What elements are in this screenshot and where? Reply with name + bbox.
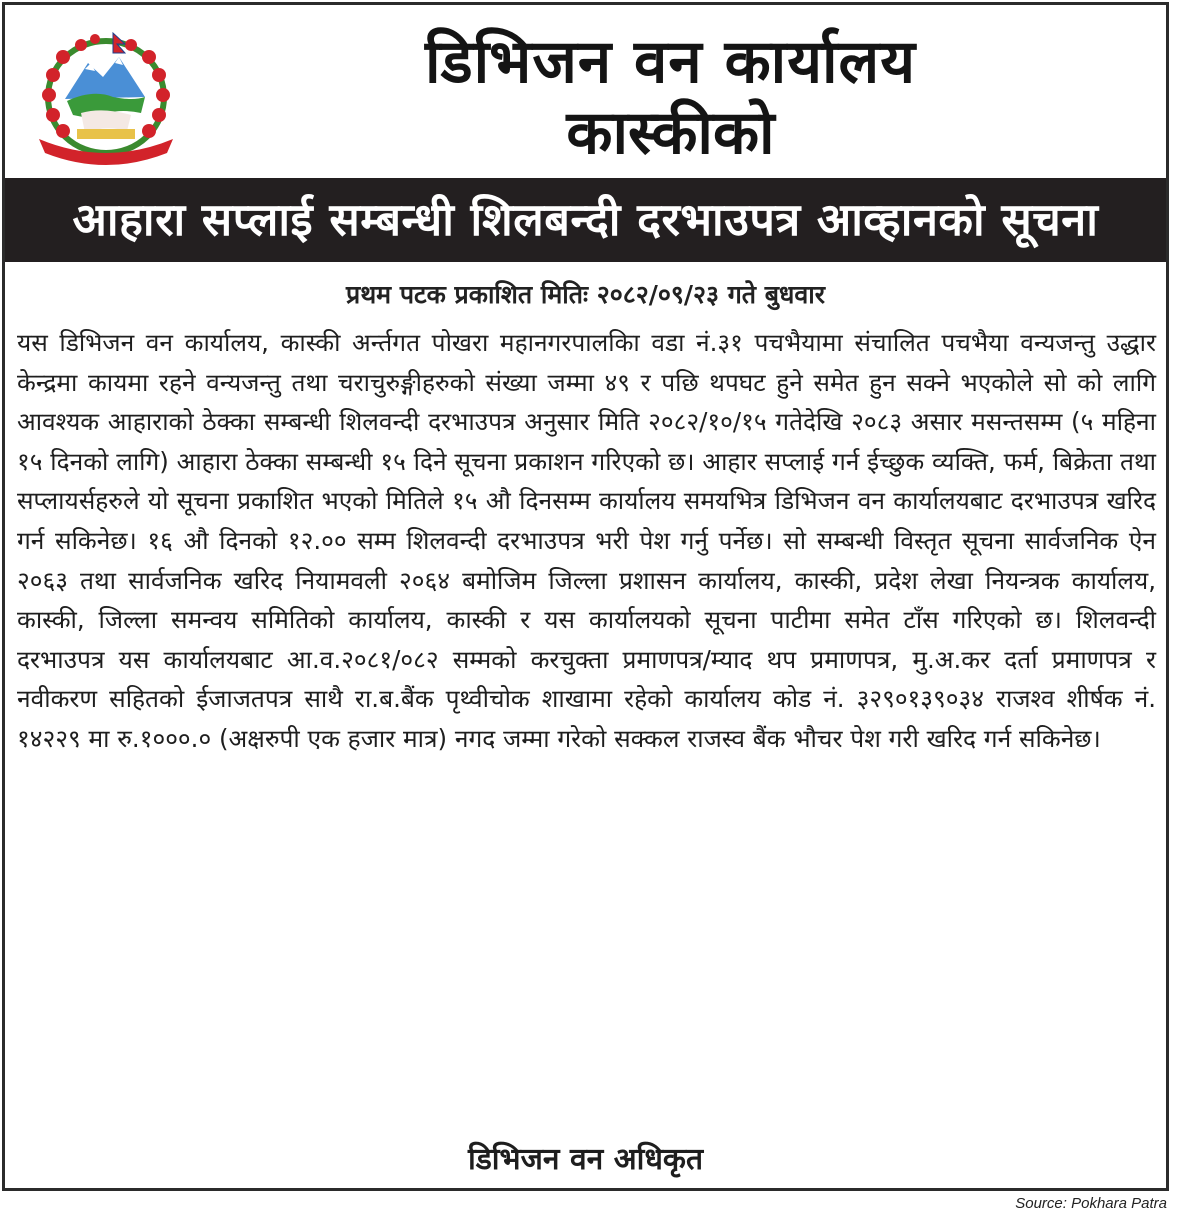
notice-header bbox=[5, 5, 1166, 178]
publication-date: प्रथम पटक प्रकाशित मितिः २०८२/०९/२३ गते बुधवार bbox=[345, 280, 826, 309]
office-district: कास्कीको bbox=[566, 98, 775, 168]
notice-paragraph: यस डिभिजन वन कार्यालय, कास्की अर्न्तगत पोखरा महानगरपालकिा वडा नं.३१ पचभैयामा संचालित पचभैया वन्यजन्तु उद्धार केन्द्रमा कायमा रहने वन्यजन्तु तथा चराचुरुङ्गीहरुको संख्या जम्मा ४९ र पछि थपघट हुने समेत हुन सक्ने भएकोले सो को लागि आवश्यक आहाराको ठेक्का सम्बन्धी शिलवन्दी दरभाउपत्र अनुसार मिति २०८२/१०/१५ गतेदेखि २०८३ असार मसन्तसम्म (५ महिना १५ दिनको लागि) आहारा ठेक्का सम्बन्धी १५ दिने सूचना प्रकाशन गरिएको छ। आहार सप्लाई गर्न ईच्छुक व्यक्ति, फर्म, बिक्रेता तथा सप्लायर्सहरुले यो सूचना प्रकाशित भएको मितिले १५ औ दिनसम्म कार्यालय समयभित्र डिभिजन वन कार्यालयबाट दरभाउपत्र खरिद गर्न सकिनेछ। १६ औ दिनको १२.०० सम्म शिलवन्दी दरभाउपत्र भरी पेश गर्नु पर्नेछ। सो सम्बन्धी विस्तृत सूचना सार्वजनिक ऐन २०६३ तथा सार्वजनिक खरिद नियामवली २०६४ बमोजिम जिल्ला प्रशासन कार्यालय, कास्की, प्रदेश लेखा नियन्त्रक कार्यालय, कास्की, जिल्ला समन्वय समितिको कार्यालय, कास्की र यस कार्यालयको सूचना पाटीमा समेत टाँस गरिएको छ। शिलवन्दी दरभाउपत्र यस कार्यालयबाट आ.व.२०८१/०८२ सम्मको करचुक्ता प्रमाणपत्र/म्याद थप प्रमाणपत्र, मु.अ.कर दर्ता प्रमाणपत्र र नवीकरण सहितको ईजाजतपत्र साथै रा.ब.बैंक पृथ्वीचोक शाखामा रहेको कार्यालय कोड नं. ३२९०१३९०३४ राजश्व शीर्षक नं. १४२२९ मा रु.१०००.० (अक्षरुपी एक हजार मात्र) नगद जम्मा गरेको सक्कल राजस्व बैंक भौचर पेश गरी खरिद गर्न सकिनेछ। bbox=[17, 328, 1156, 753]
signatory-title: डिभिजन वन अधिकृत bbox=[467, 1142, 704, 1177]
nepal-emblem-icon bbox=[33, 27, 179, 165]
notice-banner-title: आहारा सप्लाई सम्बन्धी शिलबन्दी दरभाउपत्र आव्हानको सूचना bbox=[5, 178, 1166, 262]
office-title: डिभिजन वन कार्यालय bbox=[424, 27, 917, 97]
source-credit: Source: Pokhara Patra bbox=[1015, 1195, 1167, 1212]
notice-body bbox=[17, 323, 1156, 759]
notice-frame bbox=[2, 2, 1169, 1191]
